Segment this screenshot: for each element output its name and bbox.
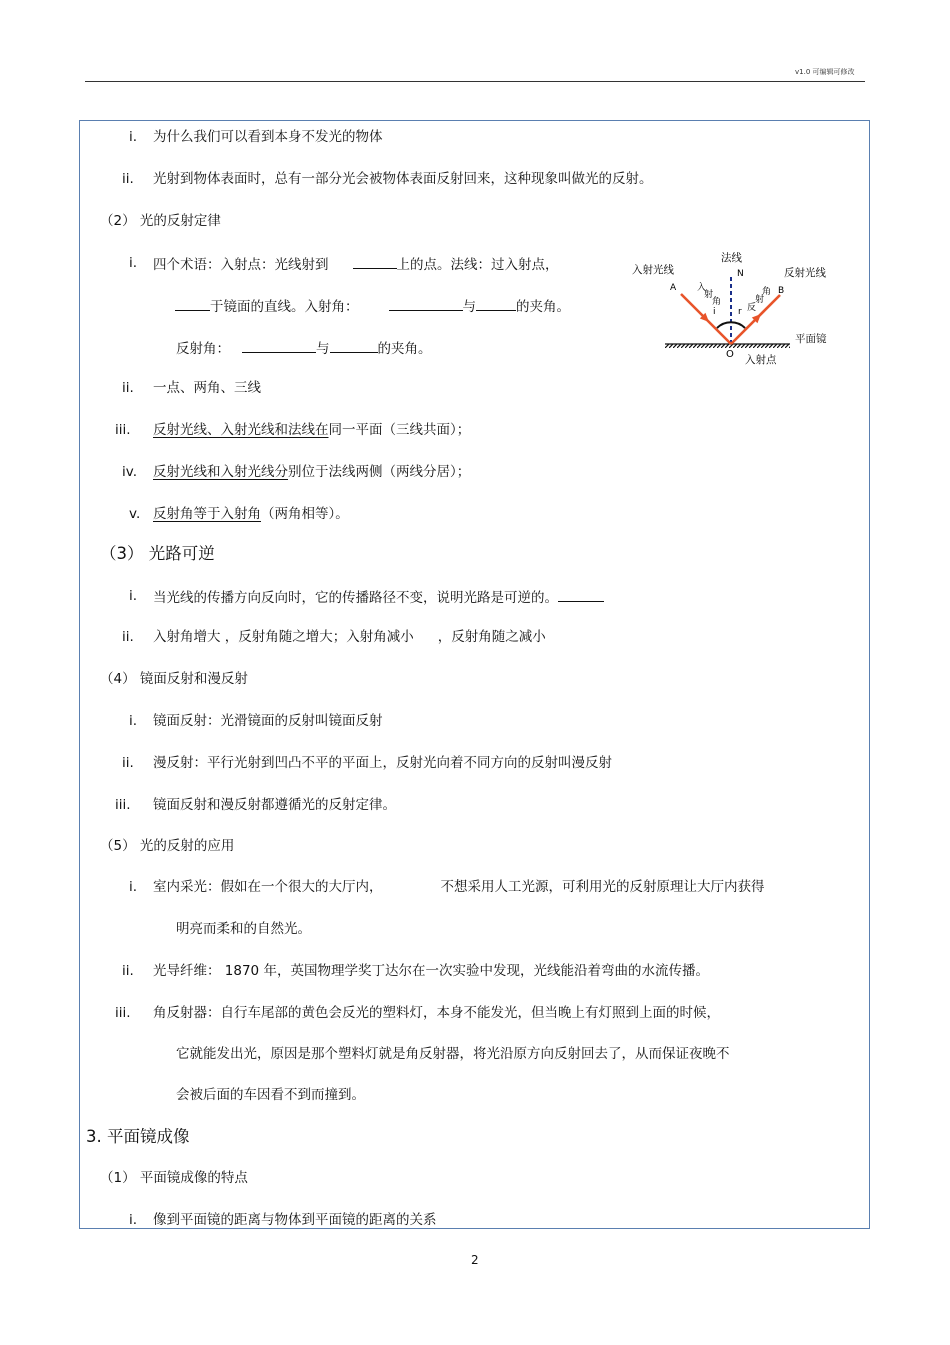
incident-ray-label: 入射光线: [632, 264, 674, 276]
incident-angle-char: 角: [712, 297, 722, 307]
terms-text: 反射角：: [176, 341, 230, 357]
law-text: 同一平面（三线共面）；: [328, 422, 471, 438]
incident-point-label: 入射点: [745, 354, 777, 366]
lighting-text: 不想采用人工光源，可利用光的反射原理让大厅内获得: [440, 879, 765, 895]
item-number: i.: [129, 879, 138, 895]
terms-text: 于镜面的直线。入射角：: [210, 299, 359, 315]
item-text: 像到平面镜的距离与物体到平面镜的距离的关系: [153, 1212, 437, 1228]
section-heading: （5） 光的反射的应用: [100, 838, 235, 854]
reversible-text: 当光线的传播方向反向时，它的传播路径不变，说明光路是可逆的。: [153, 590, 558, 606]
item-number: i.: [129, 1212, 138, 1228]
terms-line-1: [153, 254, 559, 274]
item-number: ii.: [122, 963, 134, 979]
blank: [242, 338, 316, 353]
terms-text: 与: [462, 299, 476, 315]
normal-label: 法线: [721, 252, 742, 264]
mirror-label: 平面镜: [795, 333, 827, 345]
blank: [389, 296, 463, 311]
item-text: 漫反射：平行光射到凹凸不平的平面上，反射光向着不同方向的反射叫漫反射: [153, 755, 612, 771]
terms-text: 的夹角。: [516, 299, 570, 315]
item-text: 它就能发出光，原因是那个塑料灯就是角反射器，将光沿原方向反射回去了，从而保证夜晚不: [176, 1046, 730, 1062]
reflected-ray-label: 反射光线: [784, 267, 826, 279]
section-heading: （1） 平面镜成像的特点: [100, 1170, 248, 1186]
item-number: i.: [129, 255, 138, 271]
item-number: v.: [129, 506, 141, 522]
blank: [476, 296, 516, 311]
terms-text: 与: [316, 341, 330, 357]
point-a-label: A: [670, 283, 677, 293]
item-text: [153, 628, 546, 646]
mirror-hatch: [665, 344, 790, 348]
incident-angle-char: 入: [697, 283, 707, 293]
blank: [558, 587, 604, 602]
blank: [175, 296, 210, 311]
section-heading: （3） 光路可逆: [100, 544, 215, 563]
header-rule: [85, 81, 865, 82]
law-sides: [153, 463, 470, 481]
incident-angle-char: 射: [704, 290, 714, 300]
section-heading: （4） 镜面反射和漫反射: [100, 671, 248, 687]
angle-text: ，反射角随之减小: [437, 629, 546, 645]
blank: [330, 338, 378, 353]
chapter-heading: 3. 平面镜成像: [86, 1127, 190, 1146]
item-number: i.: [129, 713, 138, 729]
terms-line-2: [175, 296, 570, 316]
item-number: ii.: [122, 755, 134, 771]
law-equal: [153, 505, 349, 523]
reflect-angle-char: 反: [747, 303, 757, 313]
reflection-diagram: [625, 240, 840, 370]
reflect-angle-char: 射: [755, 295, 765, 305]
item-number: i.: [129, 129, 138, 145]
law-text: 别位于法线两侧（两线分居）；: [288, 464, 471, 480]
law-text: （两角相等）。: [261, 506, 349, 522]
item-text: 光导纤维： 1870 年，英国物理学奖丁达尔在一次实验中发现，光线能沿着弯曲的水流传播。: [153, 963, 709, 979]
item-number: ii.: [122, 380, 134, 396]
reflect-angle-char: 角: [762, 287, 772, 297]
item-number: ii.: [122, 629, 134, 645]
law-coplanar: [153, 421, 470, 439]
item-number: ii.: [122, 171, 134, 187]
item-number: iii.: [115, 797, 131, 813]
angle-i-label: i: [713, 307, 716, 317]
item-text: 角反射器：自行车尾部的黄色会反光的塑料灯，本身不能发光，但当晚上有灯照到上面的时候，: [153, 1005, 720, 1021]
underlined-text: 反射光线、入射光线和法线在: [153, 422, 329, 438]
point-b-label: B: [778, 286, 785, 296]
item-text: 一点、两角、三线: [153, 380, 261, 396]
underlined-text: 反射角等于入射角: [153, 506, 261, 522]
terms-text: 的夹角。: [377, 341, 432, 357]
origin-label: O: [726, 349, 734, 360]
underlined-text: 反射光线和入射光线分: [153, 464, 288, 480]
item-text: 镜面反射和漫反射都遵循光的反射定律。: [153, 797, 396, 813]
angle-text: 入射角增大 ，反射角随之增大；入射角减小: [153, 629, 414, 645]
item-number: i.: [129, 588, 138, 604]
item-text: 光射到物体表面时，总有一部分光会被物体表面反射回来，这种现象叫做光的反射。: [153, 171, 653, 187]
item-text: 镜面反射：光滑镜面的反射叫镜面反射: [153, 713, 383, 729]
blank: [353, 254, 397, 269]
item-number: iii.: [115, 422, 131, 438]
item-number: iii.: [115, 1005, 131, 1021]
item-text: [153, 587, 604, 607]
page-number: 2: [471, 1253, 479, 1267]
lighting-text: 室内采光：假如在一个很大的大厅内，: [153, 879, 383, 895]
normal-letter: N: [737, 269, 744, 279]
item-text: 会被后面的车因看不到而撞到。: [176, 1087, 365, 1103]
item-text: [153, 878, 765, 896]
angle-r-label: r: [738, 307, 742, 317]
terms-text: 四个术语：入射点：光线射到: [153, 257, 329, 273]
terms-text: 上的点。法线：过入射点，: [396, 257, 559, 273]
item-text: 明亮而柔和的自然光。: [176, 921, 311, 937]
section-heading: （2） 光的反射定律: [100, 213, 221, 229]
item-number: iv.: [122, 464, 137, 480]
item-text: 为什么我们可以看到本身不发光的物体: [153, 129, 383, 145]
header-version: v1.0 可编辑可修改: [795, 68, 855, 76]
terms-line-3: [176, 338, 432, 358]
